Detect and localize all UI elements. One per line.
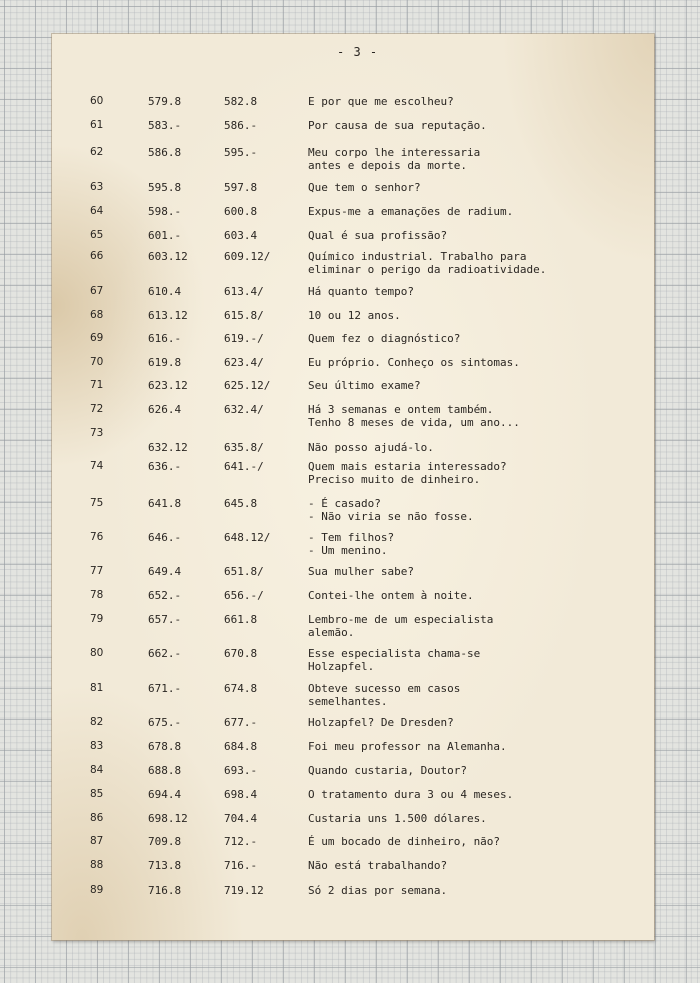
subtitle-text (308, 146, 480, 172)
subtitle-number: 80 (90, 647, 104, 659)
subtitle-line-2: Preciso muito de dinheiro. (308, 473, 481, 486)
subtitle-number: 72 (90, 403, 104, 415)
time-out: 623.4/ (224, 356, 264, 369)
time-out: 670.8 (224, 647, 258, 660)
time-out: 648.12/ (224, 531, 271, 544)
subtitle-number: 65 (90, 229, 104, 241)
time-out: 597.8 (224, 181, 258, 194)
time-out: 615.8/ (224, 309, 264, 322)
subtitle-line-1: Por causa de sua reputação. (308, 119, 487, 132)
subtitle-number: 86 (90, 812, 104, 824)
subtitle-number: 82 (90, 716, 104, 728)
time-out: 609.12/ (224, 250, 271, 263)
subtitle-line-1: Foi meu professor na Alemanha. (308, 740, 507, 753)
time-out: 613.4/ (224, 285, 264, 298)
subtitle-number: 60 (90, 95, 104, 107)
subtitle-number: 69 (90, 332, 104, 344)
subtitle-line-2: Tenho 8 meses de vida, um ano... (308, 416, 520, 429)
subtitle-text (308, 229, 447, 242)
subtitle-number: 89 (90, 884, 104, 896)
time-in: 646.- (148, 531, 182, 544)
time-out: 625.12/ (224, 379, 271, 392)
subtitle-text (308, 205, 513, 218)
subtitle-text (308, 740, 507, 753)
subtitle-number: 85 (90, 788, 104, 800)
time-out: 704.4 (224, 812, 258, 825)
time-out: 632.4/ (224, 403, 264, 416)
subtitle-line-2: - Não viria se não fosse. (308, 510, 474, 523)
subtitle-line-1: Contei-lhe ontem à noite. (308, 589, 474, 602)
time-out: 641.-/ (224, 460, 264, 473)
subtitle-line-1: Obteve sucesso em casos (308, 682, 461, 695)
subtitle-line-1: 10 ou 12 anos. (308, 309, 401, 322)
time-in: 649.4 (148, 565, 182, 578)
time-in: 641.8 (148, 497, 182, 510)
time-in: 603.12 (148, 250, 188, 263)
subtitle-line-1: Sua mulher sabe? (308, 565, 414, 578)
subtitle-text (308, 565, 414, 578)
subtitle-text (308, 647, 480, 673)
subtitle-line-1: Quem mais estaria interessado? (308, 460, 507, 473)
time-in: 678.8 (148, 740, 182, 753)
subtitle-text (308, 460, 507, 486)
time-in: 610.4 (148, 285, 182, 298)
time-out: 651.8/ (224, 565, 264, 578)
subtitle-line-2: eliminar o perigo da radioatividade. (308, 263, 547, 276)
time-in: 698.12 (148, 812, 188, 825)
subtitle-text (308, 95, 454, 108)
subtitle-number: 76 (90, 531, 104, 543)
subtitle-text (308, 285, 414, 298)
subtitle-line-1: Custaria uns 1.500 dólares. (308, 812, 487, 825)
subtitle-number: 64 (90, 205, 104, 217)
subtitle-line-1: - É casado? (308, 497, 381, 510)
time-in: 623.12 (148, 379, 188, 392)
subtitle-line-1: Não posso ajudá-lo. (308, 441, 434, 454)
subtitle-line-1: Há quanto tempo? (308, 285, 414, 298)
time-in: 675.- (148, 716, 182, 729)
subtitle-text (308, 181, 421, 194)
time-in: 713.8 (148, 859, 182, 872)
time-out: 603.4 (224, 229, 258, 242)
subtitle-text (308, 884, 447, 897)
time-out: 645.8 (224, 497, 258, 510)
subtitle-line-1: Quem fez o diagnóstico? (308, 332, 461, 345)
time-in: 636.- (148, 460, 182, 473)
subtitle-line-1: Químico industrial. Trabalho para (308, 250, 527, 263)
time-out: 719.12 (224, 884, 264, 897)
subtitle-number: 61 (90, 119, 104, 131)
subtitle-line-1: Não está trabalhando? (308, 859, 448, 872)
time-out: 674.8 (224, 682, 258, 695)
subtitle-line-1: Há 3 semanas e ontem também. (308, 403, 494, 416)
subtitle-text (308, 379, 421, 392)
subtitle-text (308, 788, 513, 801)
subtitle-number: 71 (90, 379, 104, 391)
subtitle-line-2: alemão. (308, 626, 355, 639)
time-in: 688.8 (148, 764, 182, 777)
subtitle-line-1: O tratamento dura 3 ou 4 meses. (308, 788, 514, 801)
subtitle-text (308, 497, 474, 523)
time-out: 677.- (224, 716, 258, 729)
subtitle-line-1: Que tem o senhor? (308, 181, 421, 194)
subtitle-text (308, 589, 474, 602)
subtitle-line-1: Só 2 dias por semana. (308, 884, 448, 897)
time-out: 716.- (224, 859, 258, 872)
subtitle-line-1: - Tem filhos? (308, 531, 395, 544)
subtitle-line-1: Meu corpo lhe interessaria (308, 146, 481, 159)
time-out: 698.4 (224, 788, 258, 801)
subtitle-number: 68 (90, 309, 104, 321)
subtitle-number: 67 (90, 285, 104, 297)
subtitle-number: 73 (90, 427, 104, 439)
subtitle-text (308, 309, 401, 322)
subtitle-number: 70 (90, 356, 104, 368)
subtitle-text (308, 812, 487, 825)
subtitle-text (308, 403, 520, 429)
subtitle-line-1: Holzapfel? De Dresden? (308, 716, 454, 729)
time-out: 656.-/ (224, 589, 264, 602)
subtitle-line-1: Qual é sua profissão? (308, 229, 448, 242)
time-out: 619.-/ (224, 332, 264, 345)
time-in: 616.- (148, 332, 182, 345)
subtitle-text (308, 332, 460, 345)
subtitle-text (308, 441, 434, 454)
time-in: 716.8 (148, 884, 182, 897)
subtitle-text (308, 250, 546, 276)
time-in: 595.8 (148, 181, 182, 194)
subtitle-text (308, 613, 493, 639)
subtitle-text (308, 764, 467, 777)
subtitle-text (308, 835, 500, 848)
time-out: 712.- (224, 835, 258, 848)
subtitle-number: 83 (90, 740, 104, 752)
subtitle-number: 81 (90, 682, 104, 694)
subtitle-line-1: Quando custaria, Doutor? (308, 764, 467, 777)
subtitle-number: 79 (90, 613, 104, 625)
subtitle-text (308, 531, 394, 557)
subtitle-number: 77 (90, 565, 104, 577)
time-out: 693.- (224, 764, 258, 777)
time-out: 586.- (224, 119, 258, 132)
time-out: 661.8 (224, 613, 258, 626)
time-in: 586.8 (148, 146, 182, 159)
subtitle-line-1: Eu próprio. Conheço os sintomas. (308, 356, 520, 369)
time-in: 601.- (148, 229, 182, 242)
time-out: 635.8/ (224, 441, 264, 454)
time-in: 632.12 (148, 441, 188, 454)
subtitle-text (308, 859, 447, 872)
subtitle-line-1: Seu último exame? (308, 379, 421, 392)
time-in: 657.- (148, 613, 182, 626)
time-in: 652.- (148, 589, 182, 602)
time-in: 662.- (148, 647, 182, 660)
subtitle-line-1: Expus-me a emanações de radium. (308, 205, 514, 218)
subtitle-line-1: E por que me escolheu? (308, 95, 454, 108)
subtitle-line-2: antes e depois da morte. (308, 159, 467, 172)
subtitle-number: 87 (90, 835, 104, 847)
subtitle-text (308, 682, 460, 708)
subtitle-number: 62 (90, 146, 104, 158)
time-out: 595.- (224, 146, 258, 159)
time-in: 694.4 (148, 788, 182, 801)
subtitle-text (308, 356, 520, 369)
subtitle-line-1: Esse especialista chama-se (308, 647, 481, 660)
time-in: 579.8 (148, 95, 182, 108)
page-number: - 3 - (337, 45, 379, 59)
time-in: 619.8 (148, 356, 182, 369)
subtitle-line-2: semelhantes. (308, 695, 388, 708)
subtitle-number: 63 (90, 181, 104, 193)
subtitle-text (308, 119, 487, 132)
time-in: 598.- (148, 205, 182, 218)
subtitle-number: 84 (90, 764, 104, 776)
time-out: 684.8 (224, 740, 258, 753)
subtitle-line-2: - Um menino. (308, 544, 388, 557)
subtitle-number: 75 (90, 497, 104, 509)
subtitle-line-1: É um bocado de dinheiro, não? (308, 835, 501, 848)
time-in: 626.4 (148, 403, 182, 416)
time-in: 613.12 (148, 309, 188, 322)
subtitle-text (308, 716, 454, 729)
typed-page (52, 34, 654, 940)
subtitle-number: 78 (90, 589, 104, 601)
time-in: 671.- (148, 682, 182, 695)
subtitle-line-2: Holzapfel. (308, 660, 375, 673)
subtitle-line-1: Lembro-me de um especialista (308, 613, 494, 626)
subtitle-number: 88 (90, 859, 104, 871)
time-out: 582.8 (224, 95, 258, 108)
time-out: 600.8 (224, 205, 258, 218)
subtitle-number: 66 (90, 250, 104, 262)
time-in: 583.- (148, 119, 182, 132)
subtitle-number: 74 (90, 460, 104, 472)
time-in: 709.8 (148, 835, 182, 848)
